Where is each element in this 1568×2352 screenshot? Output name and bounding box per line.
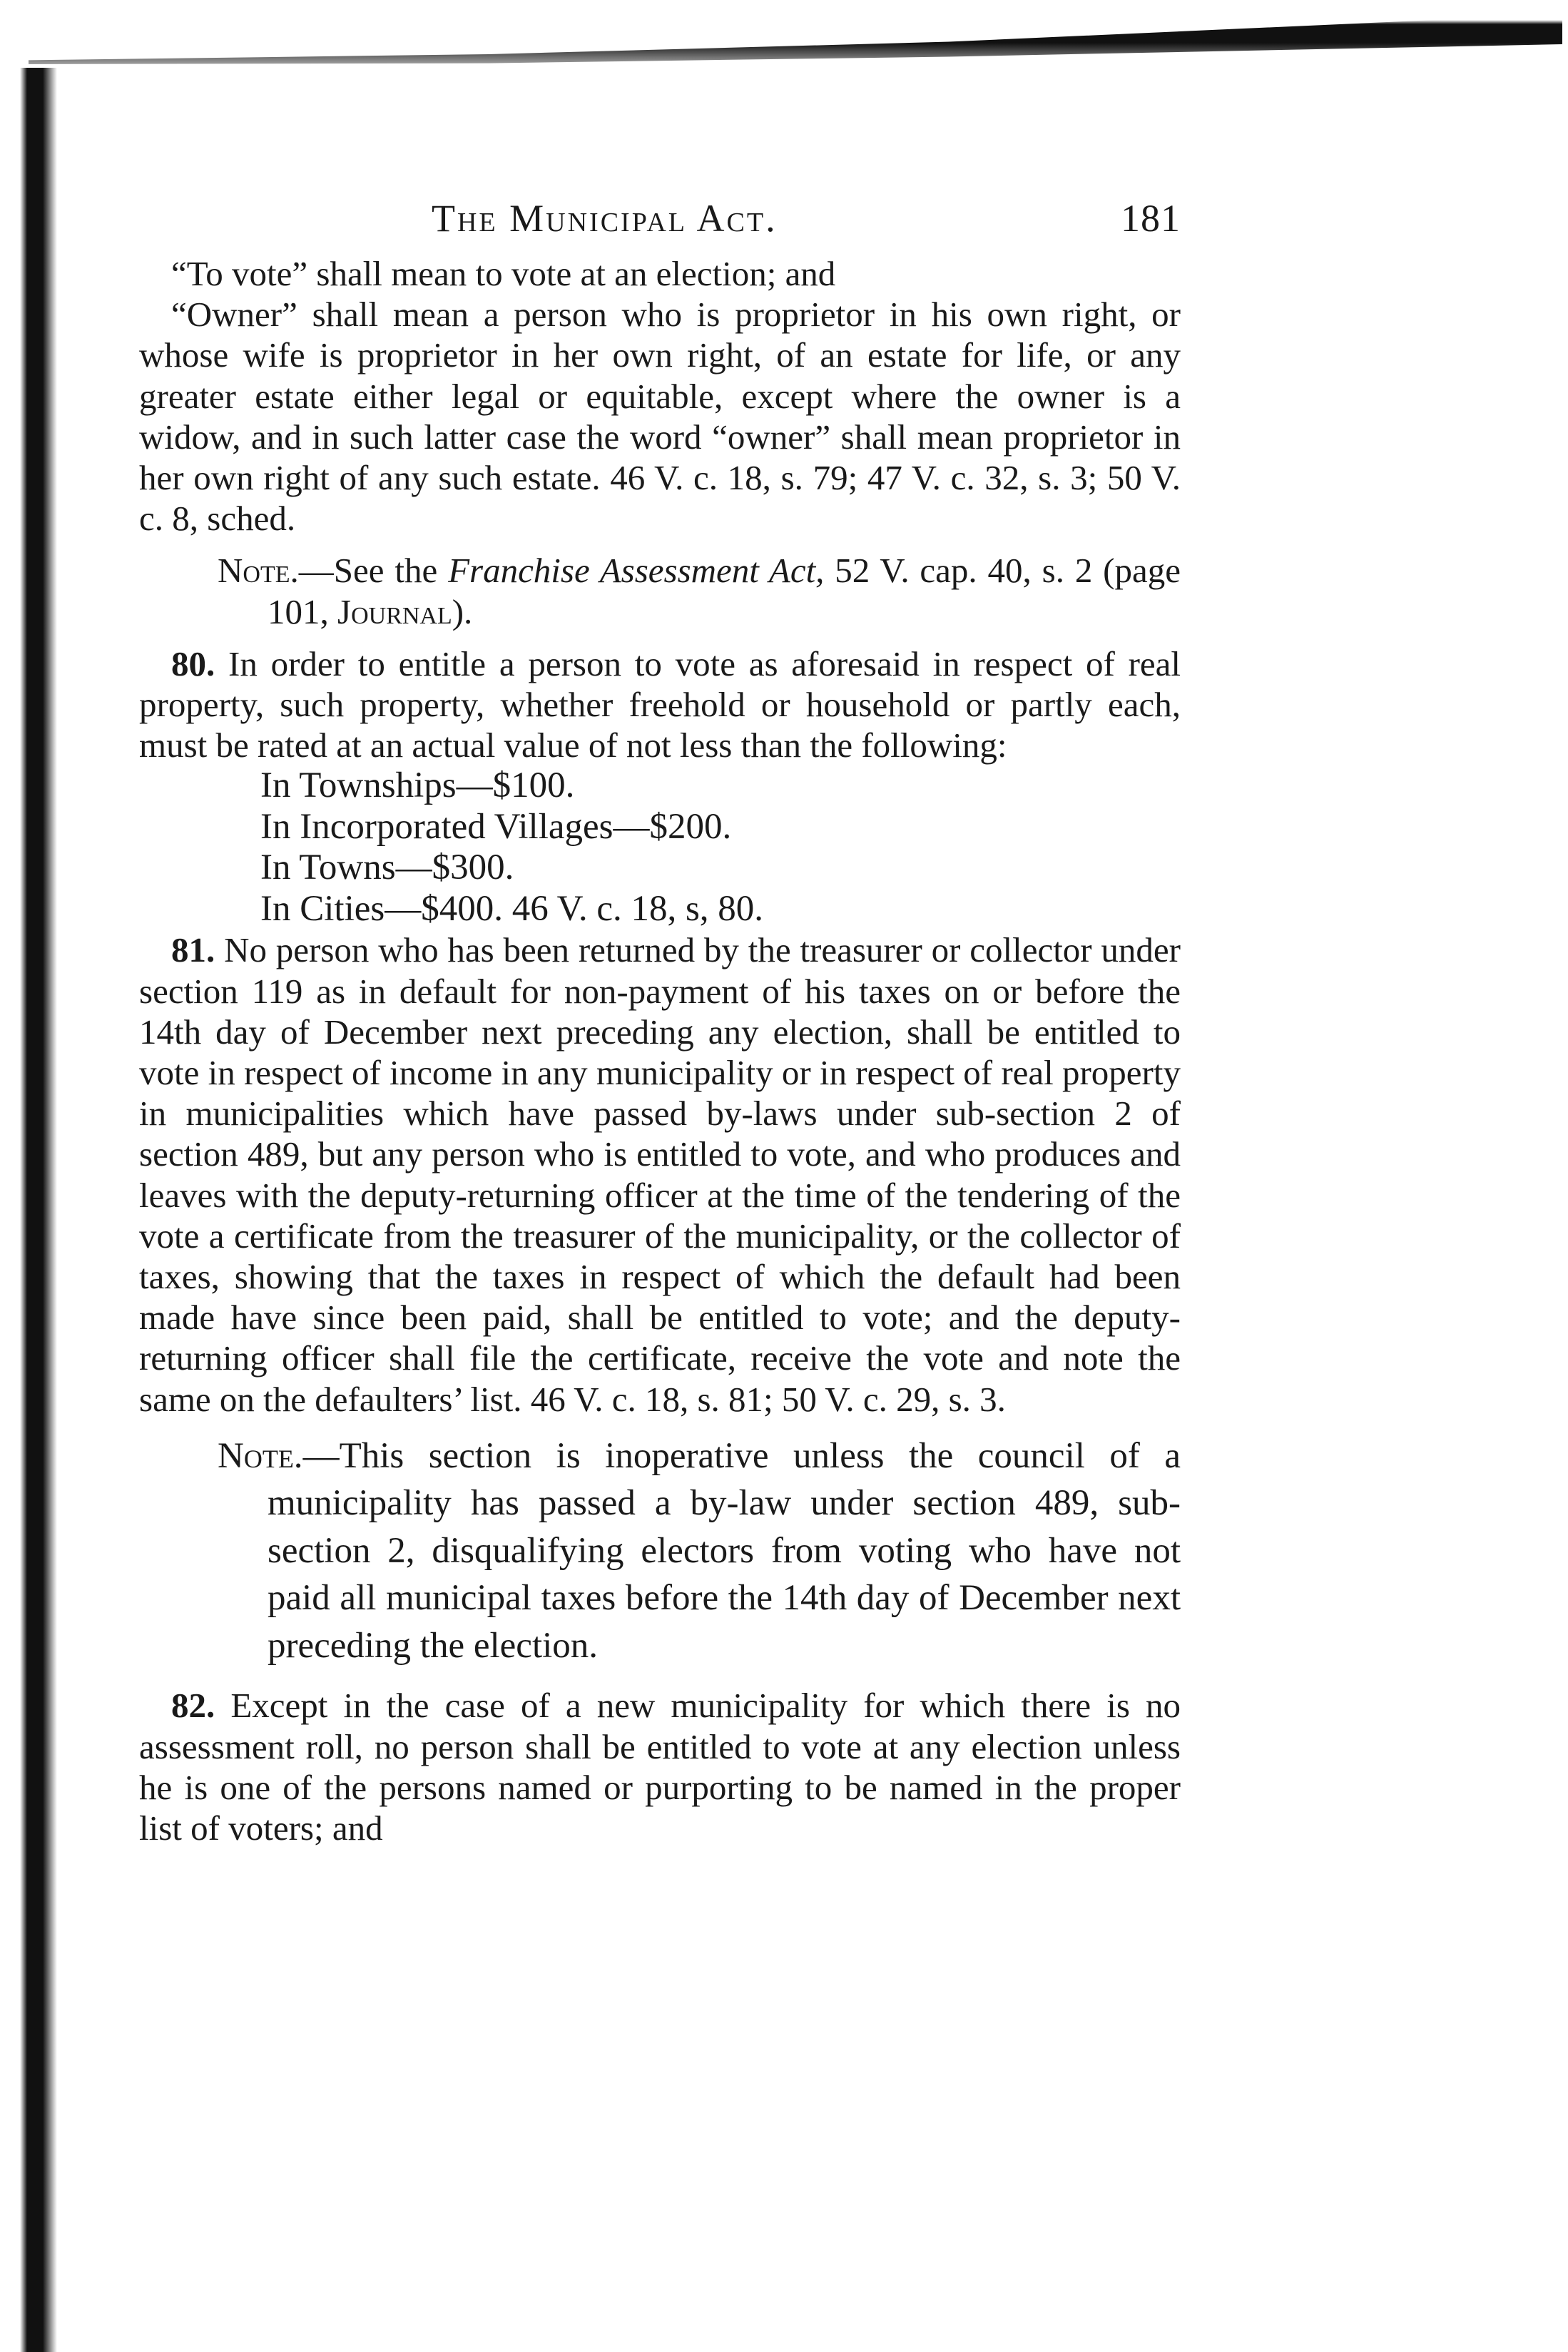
note-act-title: Franchise Assessment Act,: [448, 551, 825, 591]
section-82: [139, 1685, 1181, 1848]
section-number: 81.: [171, 930, 215, 970]
note-label: Note.: [218, 1435, 303, 1476]
section-number: 80.: [171, 643, 215, 683]
note-label: Note.: [218, 551, 299, 591]
rating-list: [139, 765, 1181, 930]
list-item: In Cities—$400. 46 V. c. 18, s, 80.: [260, 888, 764, 929]
note-text-end: ).: [452, 591, 473, 631]
section-text: Except in the case of a new municipality for which there is no assessment roll, no person shall be entitled to vote at any election unless he is one of the persons named or purporting to be named in the proper list of voters; and: [139, 1686, 1181, 1848]
note-text: —See the: [298, 551, 449, 591]
page-content: [139, 189, 1181, 1848]
list-item: In Townships—$100.: [260, 765, 575, 806]
section-text: No person who has been returned by the treasurer or collector under section 119 as in default for non-payment of his taxes on or before the 14th day of December next preceding any election, shall be entitled to vote in respect of income in any municipality or in respect of real property in municipalities which have passed by-laws under sub-section 2 of section 489, but any person who is entitled to vote, and who produces and leaves with the deputy-returning officer at the time of the tendering of the vote a certificate from the treasurer of the municipality, or the collector of taxes, showing that the taxes in respect of which the default had been made have since been paid, shall be entitled to vote; and the deputy-returning officer shall file the certificate, receive the vote and note the same on the defaulters’ list. 46 V. c. 18, s. 81; 50 V. c. 29, s. 3.: [139, 930, 1181, 1419]
section-text: In order to entitle a person to vote as aforesaid in respect of real property, such property, whether freehold or household or partly each, must be rated at an actual value of not less than the following:: [139, 643, 1181, 765]
note-text: —This section is inoperative unless the council of a municipality has passed a by-law under section 489, sub-section 2, disqualifying electors from voting who have not paid all municipal taxes before the 14th day of December next preceding the election.: [268, 1435, 1181, 1666]
page-title: The Municipal Act.: [432, 197, 778, 240]
section-80: [139, 643, 1181, 766]
note-journal: Journal: [337, 591, 452, 631]
page-number: 181: [1121, 197, 1181, 240]
scan-top-edge: [29, 14, 1562, 64]
section-81: [139, 930, 1181, 1419]
list-item: In Towns—$300.: [260, 847, 514, 888]
note-franchise: [218, 550, 1181, 631]
scan-left-edge: [0, 68, 57, 2352]
running-header: [139, 189, 1181, 253]
definition-vote: “To vote” shall mean to vote at an election; and: [171, 254, 836, 293]
definition-owner: “Owner” shall mean a person who is proprietor in his own right, or whose wife is proprietor in her own right, of an estate for life, or any greater estate either legal or equitable, except where the owner is a widow, and in such latter case the word “owner” shall mean proprietor in her own right of any such estate. 46 V. c. 18, s. 79; 47 V. c. 32, s. 3; 50 V. c. 8, sched.: [139, 295, 1181, 539]
list-item: In Incorporated Villages—$200.: [260, 806, 732, 847]
note-text-2: 52 V. cap. 40, s. 2 (page 101,: [268, 551, 1181, 631]
note-inoperative: [218, 1432, 1181, 1670]
section-number: 82.: [171, 1686, 215, 1726]
